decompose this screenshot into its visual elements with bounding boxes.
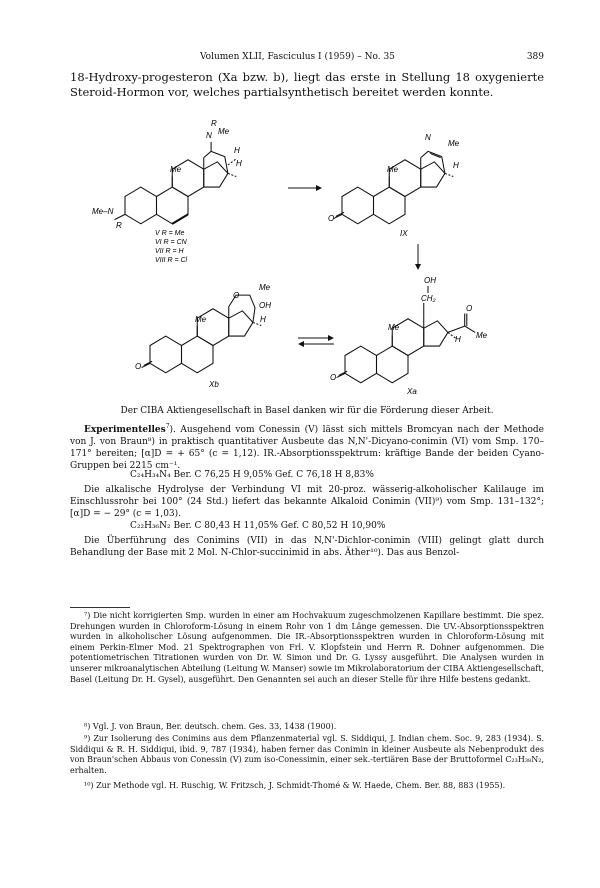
structure-conessine-derivatives: [115, 142, 237, 224]
ix-label-h: H: [453, 161, 459, 170]
experimental-paragraph-2: Die alkalische Hydrolyse der Verbindung VI mit 20-proz. wässerig-alkoholischer Kalilauge im Einschlussrohr bei 100° (24 Std.) liefert das bekannte Alkaloid Conimin (VII)⁹) vom Smp. 131–132°; [α]D = − 29° (c = 1,03).: [70, 485, 544, 519]
experimental-text-1: ). Ausgehend vom Conessin (V) lässt sich mittels Bromcyan nach der Methode von J. von Braun⁸) in praktisch quantitativer Ausbeute das N,N'-Dicyano-conimin (VI) vom Smp. 170–171° bereiten; [α]D = + 65° (c = 1,12). IR.-Absorptionsspektrum: kräftige Bande der beiden Cyano-Gruppen bei 2215 cm⁻¹.: [70, 425, 544, 471]
xa-label-me: Me: [476, 331, 488, 340]
ix-label-me: Me: [387, 165, 399, 174]
arrow-down: [415, 244, 421, 270]
page-number: 389: [526, 52, 544, 62]
label-r-top: R: [211, 119, 217, 128]
xb-label-h: H: [260, 315, 266, 324]
footnote-ref-7: 7: [165, 423, 170, 430]
structure-xb: [142, 295, 262, 373]
analysis-formula-1: C₂₄H₃₄N₄ Ber. C 76,25 H 9,05% Gef. C 76,18 H 8,83%: [130, 470, 374, 480]
intro-paragraph: 18-Hydroxy-progesteron (Xa bzw. b), liegt das erste in Stellung 18 oxygenierte Steroid-Hormon vor, welches partialsynthetisch bereitet werden konnte.: [70, 70, 544, 99]
experimental-paragraph-1: [70, 421, 544, 472]
xb-label-me-left: Me: [195, 315, 207, 324]
variant-v: V R = Me: [155, 230, 185, 237]
acknowledgement: Der CIBA Aktiengesellschaft in Basel danken wir für die Förderung dieser Arbeit.: [120, 406, 494, 416]
label-h1: H: [234, 146, 240, 155]
structure-ix: [334, 151, 454, 223]
variant-list: [155, 230, 188, 264]
label-h2: H: [236, 159, 242, 168]
footnote-8: ⁸) Vgl. J. von Braun, Ber. deutsch. chem. Ges. 33, 1438 (1900).: [84, 722, 337, 731]
xb-label-me: Me: [259, 283, 271, 292]
footnote-7: ⁷) Die nicht korrigierten Smp. wurden in einer am Hochvakuum zugeschmolzenen Kapillare bestimmt. Die spez. Drehungen wurden in Chloroform-Lösung in einem Rohr von 1 dm Länge gemessen. Die UV.-Absorptionsspektren wurden in alkoholischer Lösung aufgenommen. Die IR.-Absorptionsspektren wurden in Chloroform-Lösung mit einem Perkin-Elmer Mod. 21 Spektrographen von Frl. V. Klopfstein und Herrn R. Dohner aufgenommen. Die potentiometrischen Titrationen wurden von Dr. W. Simon und Dr. G. Lyssy ausgeführt. Die Analysen wurden in unserer mikroanalytischen Abteilung (Leitung W. Manser) sowie im Mikrolaboratorium der CIBA Aktiengesellschaft, Basel (Leitung Dr. H. Gysel), ausgeführt. Den Genannten sei auch an dieser Stelle für ihre Hilfe bestens gedankt.: [70, 611, 544, 684]
variant-viii: VIII R = Cl: [155, 257, 188, 264]
experimental-heading: Experimentelles: [84, 425, 166, 435]
label-me-n: Me–N: [92, 207, 114, 216]
footnote-10: ¹⁰) Zur Methode vgl. H. Ruschig, W. Fritzsch, J. Schmidt-Thomé & W. Haede, Chem. Ber. 88, 883 (1955).: [84, 781, 506, 790]
ix-compound-label: IX: [400, 229, 408, 238]
xb-label-o-ring: O: [233, 291, 240, 300]
label-me-left: Me: [170, 165, 182, 174]
journal-reference: Volumen XLII, Fasciculus I (1959) – No. 35: [200, 52, 395, 62]
reaction-scheme: [70, 118, 544, 398]
footnote-9: ⁹) Zur Isolierung des Conimins aus dem Pflanzenmaterial vgl. S. Siddiqui, J. Indian chem. Soc. 9, 283 (1934). S. Siddiqui & R. H. Siddiqui, ibid. 9, 787 (1934), haben ferner das Conimin in kleiner Ausbeute als Nebenprodukt des von Braun'schen Abbaus von Conessin (V) zum iso-Conessimin, einer sek.-tertiären Base der Bruttoformel C₂₃H₃₈N₂, erhalten.: [70, 734, 544, 775]
xa-label-ch2: CH₂: [421, 294, 436, 303]
footnote-divider: [70, 607, 130, 608]
xb-compound-label: Xb: [209, 380, 219, 389]
equilibrium-arrows: [298, 335, 334, 347]
variant-vii: VII R = H: [155, 248, 184, 255]
arrow-right: [288, 185, 322, 191]
xa-label-h: H: [455, 335, 461, 344]
ix-label-n: N: [425, 133, 431, 142]
label-n-top: N: [206, 131, 212, 140]
xa-compound-label: Xa: [407, 387, 417, 396]
xa-label-o-keto: O: [466, 304, 473, 313]
experimental-paragraph-3: Die Überführung des Conimins (VII) in das N,N'-Dichlor-conimin (VIII) gelingt glatt durch Behandlung der Base mit 2 Mol. N-Chlor-succinimid in abs. Äther¹⁰). Das aus Benzol-: [70, 536, 544, 558]
label-me-top: Me: [218, 127, 230, 136]
ix-label-o: O: [328, 214, 335, 223]
analysis-formula-2: C₂₂H₃₆N₂ Ber. C 80,43 H 11,05% Gef. C 80,52 H 10,90%: [130, 521, 386, 531]
xa-label-me-left: Me: [388, 323, 400, 332]
xa-label-o: O: [330, 373, 337, 382]
xb-label-oh: OH: [259, 301, 271, 310]
xa-label-oh: OH: [424, 276, 436, 285]
variant-vi: VI R = CN: [155, 239, 187, 246]
xb-label-o: O: [135, 362, 142, 371]
ix-label-me-top: Me: [448, 139, 460, 148]
label-r-n: R: [116, 221, 122, 230]
